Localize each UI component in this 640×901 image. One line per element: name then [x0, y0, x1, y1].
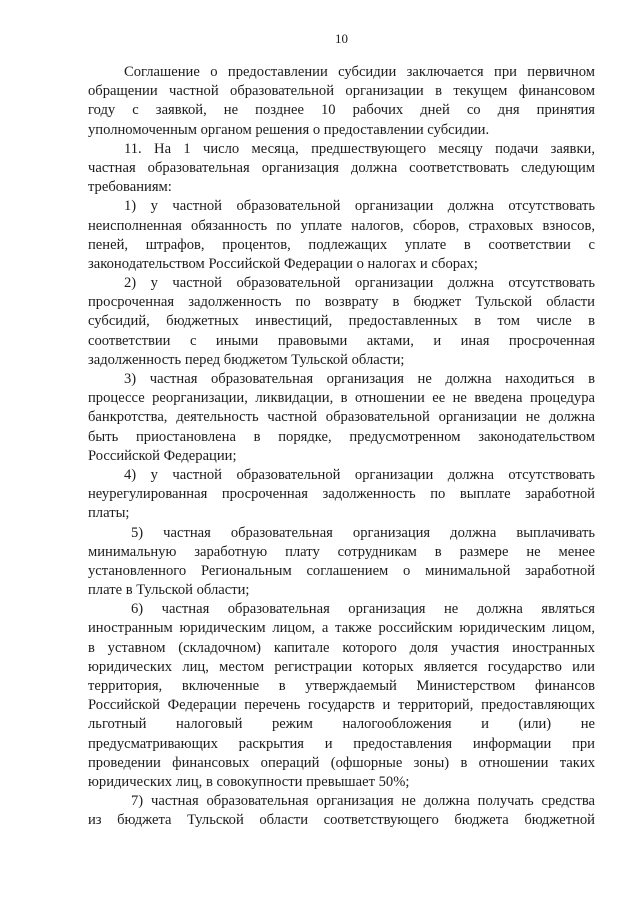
- text-line: Соглашение о предоставлении субсидии заключается при первичном: [124, 64, 595, 80]
- text-line: частная образовательная организация должна соответствовать следующим: [88, 159, 595, 176]
- text-line: льготный налоговый режим налогообложения и (или) не: [88, 716, 595, 733]
- text-line: территория, включенные в утверждаемый Министерством финансов: [88, 678, 595, 694]
- text-line: банкротства, деятельность частной образовательной организации не должна: [88, 409, 595, 426]
- text-line: Российской Федерации;: [88, 447, 237, 464]
- text-line: Российской Федерации перечень государств и территорий, предоставляющих: [88, 697, 595, 714]
- text-line: просроченная задолженность по возврату в бюджет Тульской области: [88, 294, 595, 311]
- text-line: минимальную заработную плату сотрудникам в размере не менее: [88, 543, 595, 560]
- text-line: неисполненная обязанность по уплате налогов, сборов, страховых взносов,: [88, 217, 595, 234]
- text-line: субсидий, бюджетных инвестиций, предоставленных в том числе в: [88, 313, 595, 330]
- text-line: 5) частная образовательная организация должна выплачивать: [131, 524, 595, 541]
- text-line: обращении частной образовательной организации в текущем финансовом: [88, 83, 595, 100]
- text-line: проведении финансовых операций (офшорные зоны) в отношении таких: [88, 754, 595, 771]
- text-line: году с заявкой, не позднее 10 рабочих дней со дня принятия: [88, 102, 595, 119]
- paragraph-agreement-terms: [88, 63, 595, 140]
- text-line: 6) частная образовательная организация не должна являться: [131, 601, 595, 618]
- text-line: соответствии с иными правовыми актами, и иная просроченная: [88, 332, 595, 349]
- clause-11-intro: [88, 140, 595, 198]
- requirement-7: [88, 792, 595, 830]
- text-line: 7) частная образовательная организация не должна получать средства: [131, 793, 595, 810]
- text-line: юридических лиц, местом регистрации которых является государство или: [88, 658, 595, 675]
- text-line: предусматривающих раскрытия и предоставления информации при: [88, 735, 595, 752]
- text-line: платы;: [88, 505, 130, 522]
- text-line: пеней, штрафов, процентов, подлежащих уплате в соответствии с: [88, 236, 595, 253]
- text-line: из бюджета Тульской области соответствующего бюджета бюджетной: [88, 812, 595, 829]
- requirement-2: [88, 274, 595, 370]
- requirement-6: [88, 600, 595, 792]
- text-line: иностранным юридическим лицом, а также российским юридическим лицом,: [88, 620, 595, 637]
- text-line: юридических лиц, в совокупности превышает 50%;: [88, 773, 410, 790]
- text-line: уполномоченным органом решения о предоставлении субсидии.: [88, 121, 490, 138]
- text-line: в уставном (складочном) капитале которого доля участия иностранных: [88, 639, 595, 656]
- text-line: плате в Тульской области;: [88, 582, 250, 599]
- text-line: 1) у частной образовательной организации должна отсутствовать: [124, 198, 595, 215]
- text-line: неурегулированная просроченная задолженность по выплате заработной: [88, 486, 595, 503]
- document-body: [88, 63, 595, 831]
- text-line: быть приостановлена в порядке, предусмотренном законодательством: [88, 428, 595, 445]
- text-line: 11. На 1 число месяца, предшествующего месяцу подачи заявки,: [124, 140, 595, 157]
- page-number: 10: [335, 31, 348, 46]
- text-line: 3) частная образовательная организация не должна находиться в: [124, 371, 595, 387]
- requirement-3: [88, 370, 595, 466]
- requirement-1: [88, 197, 595, 274]
- text-line: 2) у частной образовательной организации должна отсутствовать: [124, 275, 595, 292]
- text-line: 4) у частной образовательной организации должна отсутствовать: [124, 466, 595, 483]
- text-line: законодательством Российской Федерации о налогах и сборах;: [88, 255, 478, 272]
- text-line: процессе реорганизации, ликвидации, в отношении ее не введена процедура: [88, 390, 595, 407]
- text-line: задолженность перед бюджетом Тульской области;: [88, 351, 405, 368]
- requirement-4: [88, 466, 595, 524]
- text-line: требованиям:: [88, 179, 172, 196]
- requirement-5: [88, 524, 595, 601]
- text-line: установленного Региональным соглашением о минимальной заработной: [88, 562, 595, 579]
